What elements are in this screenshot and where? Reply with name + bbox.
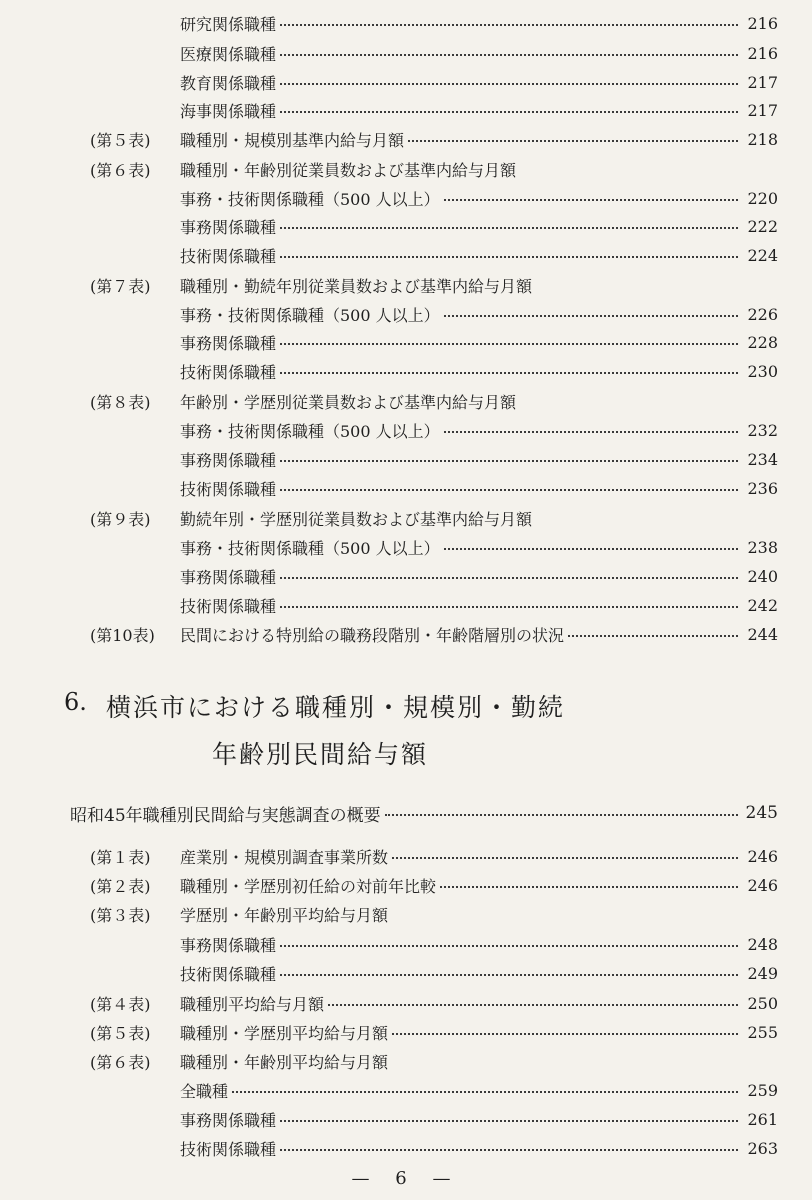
- leader-dots: [444, 315, 738, 317]
- table-label: (第１表): [90, 847, 151, 867]
- page-number: 245: [745, 803, 778, 823]
- leader-dots: [328, 1004, 738, 1006]
- page-number: 250: [747, 993, 778, 1013]
- entry-title: 事務・技術関係職種（500 人以上）: [180, 538, 440, 558]
- toc-entry[interactable]: [90, 95, 778, 125]
- toc-entry-overview[interactable]: [70, 798, 778, 828]
- leader-dots: [385, 814, 738, 816]
- leader-dots: [280, 460, 738, 462]
- entry-title: 技術関係職種: [180, 1139, 277, 1159]
- leader-dots: [392, 1033, 738, 1035]
- entry-title: 産業別・規模別調査事業所数: [180, 847, 389, 867]
- entry-title: 民間における特別給の職務段階別・年齢階層別の状況: [180, 625, 565, 645]
- entry-title: 海事関係職種: [180, 101, 277, 121]
- leader-dots: [280, 974, 738, 976]
- page-number: 263: [747, 1138, 778, 1158]
- entry-title: 技術関係職種: [180, 964, 277, 984]
- entry-title: 職種別・学歴別平均給与月額: [180, 1023, 389, 1043]
- page-number: 224: [747, 245, 778, 265]
- table-label: (第10表): [90, 625, 155, 645]
- toc-entry[interactable]: [90, 1075, 778, 1105]
- toc-entry[interactable]: [90, 1133, 778, 1163]
- leader-dots: [280, 227, 738, 229]
- toc-entry[interactable]: [90, 356, 778, 386]
- toc-entry[interactable]: [90, 561, 778, 591]
- entry-title: 事務関係職種: [180, 217, 277, 237]
- leader-dots: [280, 372, 738, 374]
- entry-title: 技術関係職種: [180, 479, 277, 499]
- page-number: 232: [747, 420, 778, 440]
- entry-title: 教育関係職種: [180, 73, 277, 93]
- entry-title: 事務関係職種: [180, 935, 277, 955]
- page-number: 246: [747, 846, 778, 866]
- leader-dots: [280, 945, 738, 947]
- entry-title: 医療関係職種: [180, 44, 277, 64]
- toc-entry[interactable]: [90, 988, 778, 1018]
- leader-dots: [280, 1149, 738, 1151]
- page-number: 226: [747, 304, 778, 324]
- entry-title: 昭和45年職種別民間給与実態調査の概要: [70, 805, 381, 826]
- entry-title: 事務・技術関係職種（500 人以上）: [180, 421, 440, 441]
- page-number: 230: [747, 361, 778, 381]
- toc-entry[interactable]: [90, 899, 778, 929]
- toc-entry[interactable]: [90, 327, 778, 357]
- toc-entry[interactable]: [90, 67, 778, 97]
- leader-dots: [280, 489, 738, 491]
- page-number: 259: [747, 1080, 778, 1100]
- leader-dots: [232, 1091, 738, 1093]
- entry-title: 学歴別・年齢別平均給与月額: [180, 905, 389, 925]
- toc-entry[interactable]: [90, 124, 778, 154]
- toc-entry[interactable]: [90, 270, 778, 300]
- page-number: 255: [747, 1022, 778, 1042]
- page-number: 236: [747, 478, 778, 498]
- leader-dots: [280, 606, 738, 608]
- leader-dots: [444, 199, 738, 201]
- table-label: (第６表): [90, 1052, 151, 1072]
- toc-entry[interactable]: [90, 958, 778, 988]
- leader-dots: [568, 635, 738, 637]
- leader-dots: [280, 256, 738, 258]
- entry-title: 職種別・学歴別初任給の対前年比較: [180, 876, 437, 896]
- entry-title: 勤続年別・学歴別従業員数および基準内給与月額: [180, 509, 533, 529]
- toc-entry[interactable]: [90, 841, 778, 871]
- entry-title: 職種別・規模別基準内給与月額: [180, 130, 405, 150]
- page-number: 220: [747, 188, 778, 208]
- toc-entry[interactable]: [90, 619, 778, 649]
- leader-dots: [280, 24, 738, 26]
- leader-dots: [444, 548, 738, 550]
- leader-dots: [280, 577, 738, 579]
- leader-dots: [280, 111, 738, 113]
- section-title-line1: 横浜市における職種別・規模別・勤続: [106, 693, 566, 722]
- leader-dots: [280, 54, 738, 56]
- toc-entry[interactable]: [90, 154, 778, 184]
- page-number: 249: [747, 963, 778, 983]
- entry-title: 事務・技術関係職種（500 人以上）: [180, 189, 440, 209]
- entry-title: 事務関係職種: [180, 1110, 277, 1130]
- leader-dots: [280, 343, 738, 345]
- section-number: 6.: [64, 688, 87, 716]
- toc-entry[interactable]: [90, 211, 778, 241]
- toc-entry[interactable]: [90, 473, 778, 503]
- toc-entry[interactable]: [90, 444, 778, 474]
- page-footer: — 6 —: [351, 1168, 461, 1189]
- toc-entry[interactable]: [90, 415, 778, 445]
- table-label: (第８表): [90, 392, 151, 412]
- page-number: 222: [747, 216, 778, 236]
- entry-title: 年齢別・学歴別従業員数および基準内給与月額: [180, 392, 517, 412]
- page-number: 218: [747, 129, 778, 149]
- leader-dots: [280, 83, 738, 85]
- page-number: 242: [747, 595, 778, 615]
- toc-entry[interactable]: [90, 8, 778, 38]
- entry-title: 職種別・年齢別従業員数および基準内給与月額: [180, 160, 517, 180]
- table-label: (第６表): [90, 160, 151, 180]
- table-label: (第９表): [90, 509, 151, 529]
- leader-dots: [440, 886, 738, 888]
- toc-entry[interactable]: [90, 183, 778, 213]
- page-number: 216: [747, 13, 778, 33]
- leader-dots: [444, 431, 738, 433]
- entry-title: 技術関係職種: [180, 362, 277, 382]
- toc-entry[interactable]: [90, 38, 778, 68]
- entry-title: 全職種: [180, 1081, 229, 1101]
- page-number: 238: [747, 537, 778, 557]
- entry-title: 職種別平均給与月額: [180, 994, 325, 1014]
- table-label: (第２表): [90, 876, 151, 896]
- page-number: 240: [747, 566, 778, 586]
- leader-dots: [408, 140, 738, 142]
- toc-entry[interactable]: [90, 870, 778, 900]
- entry-title: 事務・技術関係職種（500 人以上）: [180, 305, 440, 325]
- toc-entry[interactable]: [90, 503, 778, 533]
- page-number: 216: [747, 43, 778, 63]
- page-number: 248: [747, 934, 778, 954]
- page-number: 234: [747, 449, 778, 469]
- toc-entry[interactable]: [90, 929, 778, 959]
- leader-dots: [392, 857, 738, 859]
- toc-entry[interactable]: [90, 299, 778, 329]
- page-number: 228: [747, 332, 778, 352]
- page-number: 246: [747, 875, 778, 895]
- entry-title: 職種別・年齢別平均給与月額: [180, 1052, 389, 1072]
- entry-title: 技術関係職種: [180, 246, 277, 266]
- leader-dots: [280, 1120, 738, 1122]
- entry-title: 技術関係職種: [180, 596, 277, 616]
- table-label: (第５表): [90, 130, 151, 150]
- toc-entry[interactable]: [90, 532, 778, 562]
- section-title-line2: 年齢別民間給与額: [212, 740, 429, 769]
- table-label: (第７表): [90, 276, 151, 296]
- table-label: (第５表): [90, 1023, 151, 1043]
- entry-title: 職種別・勤続年別従業員数および基準内給与月額: [180, 276, 533, 296]
- entry-title: 研究関係職種: [180, 14, 277, 34]
- page-number: 217: [747, 72, 778, 92]
- toc-entry[interactable]: [90, 1046, 778, 1076]
- toc-entry[interactable]: [90, 590, 778, 620]
- entry-title: 事務関係職種: [180, 567, 277, 587]
- entry-title: 事務関係職種: [180, 450, 277, 470]
- page-number: 261: [747, 1109, 778, 1129]
- toc-entry[interactable]: [90, 240, 778, 270]
- page-number: 217: [747, 100, 778, 120]
- toc-entry[interactable]: [90, 1104, 778, 1134]
- toc-entry[interactable]: [90, 1017, 778, 1047]
- table-label: (第３表): [90, 905, 151, 925]
- toc-entry[interactable]: [90, 386, 778, 416]
- page-number: 244: [747, 624, 778, 644]
- entry-title: 事務関係職種: [180, 333, 277, 353]
- table-label: (第４表): [90, 994, 151, 1014]
